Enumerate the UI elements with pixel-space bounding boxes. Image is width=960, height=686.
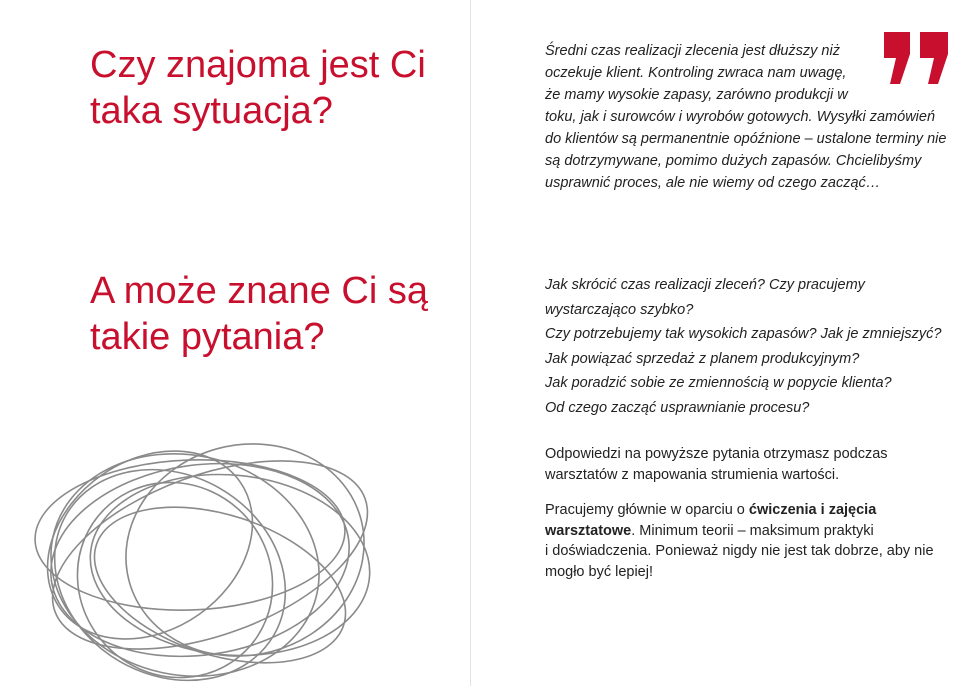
- intro-line: oczekuje klient. Kontroling zwraca nam uwagę,: [545, 65, 847, 81]
- answer-line: warsztatów z mapowania strumienia wartości.: [545, 466, 840, 483]
- intro-line: są dotrzymywane, pomimo dużych zapasów. Chcielibyśmy: [545, 153, 922, 169]
- question-line: Czy potrzebujemy tak wysokich zapasów? Jak je zmniejszyć?: [545, 326, 942, 342]
- intro-line: toku, jak i surowców i wyrobów gotowych. Wysyłki zamówień: [545, 109, 936, 125]
- intro-paragraph: [545, 40, 950, 194]
- question-line: wystarczająco szybko?: [545, 301, 694, 318]
- question-line: Jak powiązać sprzedaż z planem produkcyjnym?: [545, 350, 860, 367]
- answer-paragraph-1: [545, 444, 955, 485]
- intro-line: usprawnić proces, ale nie wiemy od czego zacząć…: [545, 175, 881, 191]
- question-line: Od czego zacząć usprawnianie procesu?: [545, 399, 810, 416]
- intro-line: Średni czas realizacji zlecenia jest dłuższy niż: [545, 43, 840, 59]
- answer-text: Pracujemy głównie w oparciu o: [545, 502, 749, 518]
- answer-paragraph-2: [545, 500, 955, 582]
- answer-line: [545, 500, 955, 521]
- answer-line: Odpowiedzi na powyższe pytania otrzymasz podczas: [545, 446, 888, 462]
- question-line: Jak skrócić czas realizacji zleceń? Czy pracujemy: [545, 277, 865, 293]
- left-page: [0, 0, 470, 686]
- scribble-icon: [0, 415, 470, 686]
- answer-line: i doświadczenia. Ponieważ nigdy nie jest tak dobrze, aby nie: [545, 543, 934, 559]
- heading-situation-line-2: taka sytuacja?: [90, 90, 333, 132]
- page-divider: [470, 0, 471, 686]
- heading-situation-line-1: Czy znajoma jest Ci: [90, 44, 426, 86]
- question-line: Jak poradzić sobie ze zmiennością w popycie klienta?: [545, 375, 892, 391]
- heading-questions-line-2: takie pytania?: [90, 316, 325, 358]
- heading-situation: [90, 42, 426, 134]
- questions-list: [545, 273, 955, 420]
- answer-line: mogło być lepiej!: [545, 563, 653, 580]
- answer-text: . Minimum teorii – maksimum praktyki: [631, 522, 874, 539]
- intro-line: że mamy wysokie zapasy, zarówno produkcji w: [545, 87, 848, 103]
- heading-questions-line-1: A może znane Ci są: [90, 270, 428, 312]
- answer-emphasis: warsztatowe: [545, 522, 632, 539]
- answer-emphasis: ćwiczenia i zajęcia: [748, 502, 877, 518]
- heading-questions: [90, 268, 428, 360]
- answer-line: [545, 521, 955, 542]
- intro-line: do klientów są permanentnie opóźnione – ustalone terminy nie: [545, 131, 947, 147]
